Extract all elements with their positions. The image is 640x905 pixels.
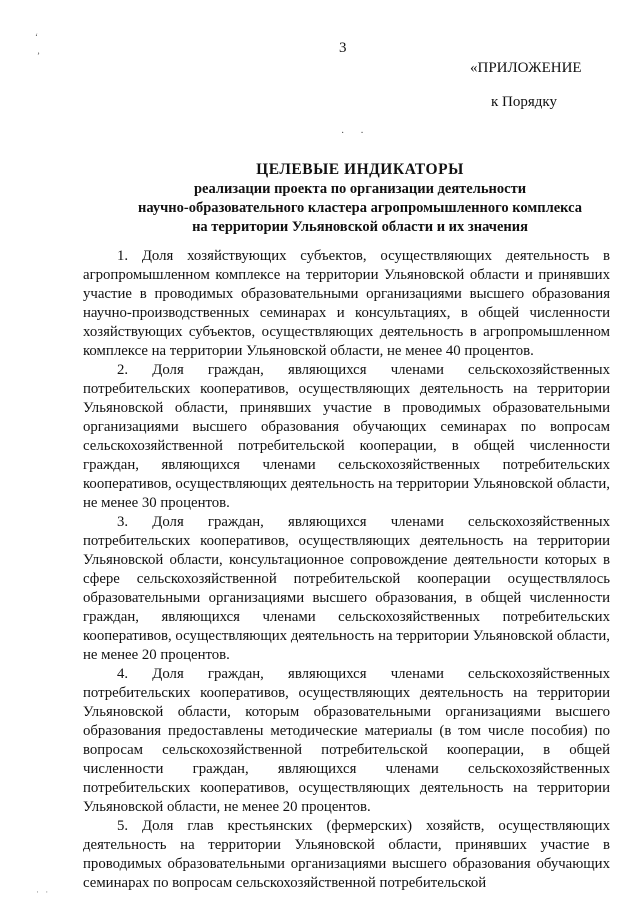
order-reference: к Порядку — [491, 94, 557, 110]
scan-artifact-footer: · · — [36, 887, 51, 897]
document-title — [100, 160, 620, 237]
indicator-item: 1. Доля хозяйствующих субъектов, осуществляющих деятельность в агропромышленном комплексе на территории Ульяновской области и принявших участие в проводимых образовательными организациями высшего образования научно-производственных семинарах и консультациях, в общей численности хозяйствующих субъектов, осуществляющих деятельность в агропромышленном комплексе на территории Ульяновской области, не менее 40 процентов. — [83, 248, 610, 359]
title-main: ЦЕЛЕВЫЕ ИНДИКАТОРЫ — [256, 161, 464, 178]
scan-artifact-mark: ‘ — [35, 32, 38, 42]
indicator-list — [83, 247, 610, 893]
indicator-item: 3. Доля граждан, являющихся членами сельскохозяйственных потребительских кооперативов, осуществляющих деятельность на территории Ульяновской области, консультационное сопровождение деятельности которых в сфере сельскохозяйственной потребительской кооперации осуществлялось образовательными организациями высшего образования, в общей численности граждан, являющихся членами сельскохозяйственных потребительских кооперативов, осуществляющих деятельность на территории Ульяновской области, не менее 20 процентов. — [83, 514, 610, 663]
indicator-item: 5. Доля глав крестьянских (фермерских) хозяйств, осуществляющих деятельность на территории Ульяновской области, принявших участие в проводимых образовательными организациями высшего образования обучающих семинарах по вопросам сельскохозяйственной потребительской — [83, 818, 610, 891]
indicator-item: 2. Доля граждан, являющихся членами сельскохозяйственных потребительских кооперативов, осуществляющих деятельность на территории Ульяновской области, принявших участие в проводимых образовательными организациями высшего образования обучающих семинарах по вопросам сельскохозяйственной потребительской кооперации, в общей численности граждан, являющихся членами сельскохозяйственных потребительских кооперативов, осуществляющих деятельность на территории Ульяновской области, не менее 30 процентов. — [83, 362, 610, 511]
scan-artifact-mark: ’ — [37, 51, 40, 61]
indicator-item: 4. Доля граждан, являющихся членами сельскохозяйственных потребительских кооперативов, осуществляющих деятельность на территории Ульяновской области, которым образовательными организациями высшего образования предоставлены методические материалы (в том числе пособия) по вопросам сельскохозяйственной потребительской кооперации, в общей численности граждан, являющихся членами сельскохозяйственных потребительских кооперативов, осуществляющих деятельность на территории Ульяновской области, не менее 20 процентов. — [83, 666, 610, 815]
page-number: 3 — [339, 40, 347, 56]
appendix-label: «ПРИЛОЖЕНИЕ — [470, 60, 582, 76]
title-line: реализации проекта по организации деятельности — [193, 181, 527, 197]
scan-artifact-dots: ·· — [341, 128, 380, 139]
title-line: научно-образовательного кластера агропромышленного комплекса — [137, 200, 583, 216]
title-line: на территории Ульяновской области и их значения — [192, 219, 528, 235]
